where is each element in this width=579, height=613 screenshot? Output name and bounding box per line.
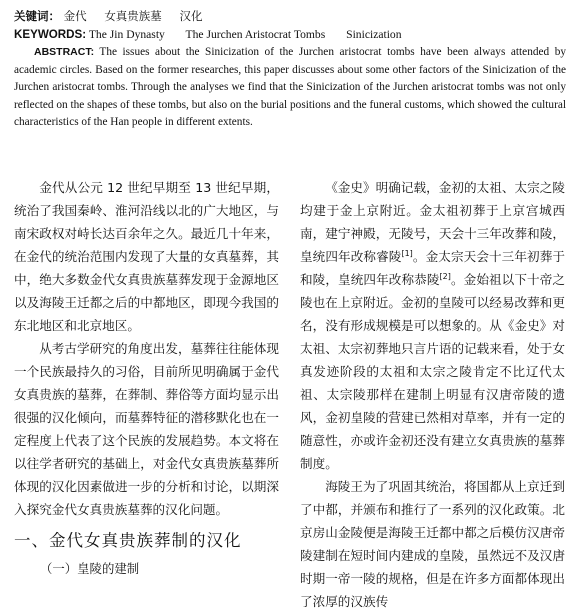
abstract-label: ABSTRACT: — [34, 46, 95, 58]
body-paragraph: 从考古学研究的角度出发，墓葬往往能体现一个民族最持久的习俗，目前所见明确属于金代女真贵族的墓葬，在葬制、葬俗等方面均显示出很强的汉化倾向，而墓葬特征的潜移默化也在一定程度上代表了这个民族的发展趋势。本文将在以往学者研究的基础上，对金代女真贵族墓葬所体现的汉化因素做进一步的分析和讨论，以期深入探究金代女真贵族墓葬的汉化问题。 — [14, 341, 279, 517]
right-column — [300, 176, 565, 613]
keyword-cn: 女真贵族墓 — [104, 9, 162, 23]
left-column — [14, 176, 279, 580]
keyword-en: Sinicization — [346, 28, 402, 41]
keyword-cn: 金代 — [63, 9, 87, 23]
keywords-en-label: KEYWORDS: — [14, 28, 87, 41]
keywords-en — [14, 26, 566, 43]
paragraph-text: 《金史》明确记载，金初的太祖、太宗之陵均建于金上京附近。金太祖初葬于上京宫城西南，建宁神殿，无陵号，天会十三年改葬和陵，皇统四年改称睿陵 — [300, 180, 565, 264]
keywords-cn — [14, 8, 566, 25]
keywords-cn-label: 关键词： — [14, 9, 60, 23]
body-paragraph: 金代从公元 12 世纪早期至 13 世纪早期，统治了我国秦岭、淮河沿线以北的广大地区，与南宋政权对峙长达百余年之久。最近几十年来，在金代的统治范围内发现了大量的女真墓葬，其中，绝大多数金代女真贵族墓葬发现于金源地区以及海陵王迁都之后的中都地区，即现今我国的东北地区和北京地区。 — [14, 180, 279, 333]
body-paragraph: 海陵王为了巩固其统治，将国都从上京迁到了中都，并颁布和推行了一系列的汉化政策。北京房山金陵便是海陵王迁都中都之后模仿汉唐帝陵建制在短时间内建成的皇陵，虽然远不及汉唐时期一帝一陵的规格，但是在许多方面都体现出了浓厚的汉族传 — [300, 479, 565, 609]
keyword-en: The Jin Dynasty — [88, 28, 165, 41]
abstract-text: The issues about the Sinicization of the Jurchen aristocrat tombs have been always attended by academic circles. Based on the former researches, this paper discusses about some other factors of the Sinicization of the Jurchen aristocrat tombs. Through the analyses we find that the Sinicization of the Jurchen aristocrat tombs was not only reflected on the shapes of these tombs, but also on the burial positions and the funeral customs, which showed the cultural characteristics of the Han people in different extents. — [14, 46, 566, 129]
citation-ref[interactable]: [2] — [439, 271, 451, 281]
abstract — [14, 44, 566, 132]
section-heading: 一、金代女真贵族葬制的汉化 — [14, 531, 242, 550]
keyword-en: The Jurchen Aristocrat Tombs — [185, 28, 326, 41]
paragraph-text: 。金始祖以下十帝之陵也在上京附近。金初的皇陵可以经易改葬和更名，没有形成规模是可以想象的。从《金史》对太祖、太宗初葬地只言片语的记载来看，处于女真发迹阶段的太祖和太宗之陵肯定不比辽代太祖、太宗陵那样在建制上明显有汉唐帝陵的遗风，金初皇陵的营建已然相对草率，并有一定的随意性，亦或许金初还没有建立女真贵族的墓葬制度。 — [300, 272, 566, 471]
body-paragraph — [300, 176, 565, 475]
subsection-heading: （一）皇陵的建制 — [40, 561, 140, 576]
keyword-cn: 汉化 — [179, 9, 203, 23]
citation-ref[interactable]: [1] — [401, 248, 413, 258]
paragraph-text: 。金太宗天会十三年初葬于和陵，皇统四年改称恭陵 — [300, 249, 566, 287]
metadata-block — [14, 8, 566, 132]
